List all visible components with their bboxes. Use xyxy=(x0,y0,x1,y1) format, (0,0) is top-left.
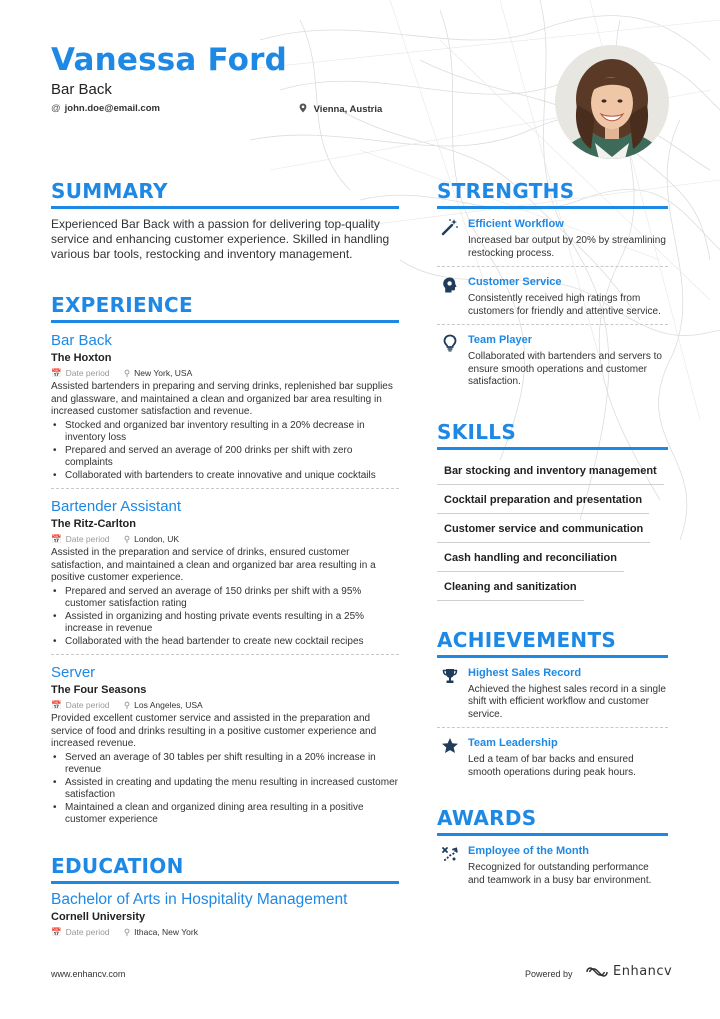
achievement-item xyxy=(437,736,668,785)
job-date: Date period xyxy=(65,700,110,710)
strength-title: Team Player xyxy=(468,334,533,346)
lightbulb-icon xyxy=(441,334,459,352)
summary-section xyxy=(51,178,399,262)
summary-text: Experienced Bar Back with a passion for delivering top-quality service and enhancing customer experience. Skilled in handling various bar tools, restocking and inventory management. xyxy=(51,217,390,261)
school-name: Cornell University xyxy=(51,910,146,923)
map-pin-icon: ⚲ xyxy=(123,534,131,544)
list-item: • Assisted in organizing and hosting private events resulting in a 25% increase in revenue xyxy=(51,611,399,636)
footer-brand[interactable] xyxy=(585,964,672,979)
education-heading: EDUCATION xyxy=(51,853,399,884)
job-company: The Ritz-Carlton xyxy=(51,518,136,530)
skills-list xyxy=(437,456,668,601)
job-location: Los Angeles, USA xyxy=(134,700,203,710)
calendar-icon: 📅 xyxy=(51,700,62,710)
awards-heading: AWARDS xyxy=(437,805,668,836)
strength-item xyxy=(437,275,668,325)
strengths-heading: STRENGTHS xyxy=(437,178,668,209)
list-item: • Maintained a clean and organized dining area resulting in a positive customer experience xyxy=(51,802,399,827)
education-meta xyxy=(51,925,399,939)
job-description: Provided excellent customer service and assisted in the preparation and service of food and drinks resulting in a positive customer experience and increased revenue. xyxy=(51,713,377,749)
footer-brand-name: Enhancv xyxy=(613,964,673,979)
strength-text: Collaborated with bartenders and servers to ensure smooth operations and customer satisfaction. xyxy=(468,351,662,387)
footer-site-link[interactable]: www.enhancv.com xyxy=(51,969,126,979)
list-item: • Prepared and served an average of 150 drinks per shift with a 95% customer satisfaction rating xyxy=(51,586,399,611)
job-bullets xyxy=(51,752,399,827)
job-entry xyxy=(51,497,399,655)
job-meta xyxy=(51,698,399,712)
achievement-title: Team Leadership xyxy=(468,737,558,749)
achievements-heading: ACHIEVEMENTS xyxy=(437,627,668,658)
job-description: Assisted bartenders in preparing and serving drinks, replenished bar supplies and glassware, and maintained a clean and organized bar area resulting in increased customer satisfaction and revenue. xyxy=(51,381,393,417)
job-location: London, UK xyxy=(134,534,180,544)
job-entry xyxy=(51,331,399,489)
map-pin-icon: ⚲ xyxy=(123,700,131,710)
list-item: • Prepared and served an average of 200 drinks per shift with zero complaints xyxy=(51,445,399,470)
education-entry xyxy=(51,890,399,946)
job-title: Server xyxy=(51,664,96,681)
resume-header xyxy=(51,40,411,115)
star-icon xyxy=(441,737,459,755)
strength-item xyxy=(437,333,668,395)
strength-title: Efficient Workflow xyxy=(468,218,564,230)
strengths-section xyxy=(437,178,668,395)
enhancv-logo-icon xyxy=(585,965,609,979)
list-item: • Collaborated with the head bartender to create new cocktail recipes xyxy=(51,636,399,649)
job-bullets xyxy=(51,420,399,483)
trophy-icon xyxy=(441,667,459,685)
job-title: Bartender Assistant xyxy=(51,498,182,515)
list-item: • Collaborated with bartenders to create innovative and unique cocktails xyxy=(51,470,399,483)
contact-email[interactable] xyxy=(51,103,160,114)
candidate-role: Bar Back xyxy=(51,81,112,98)
right-column xyxy=(437,178,668,893)
degree-title: Bachelor of Arts in Hospitality Management xyxy=(51,890,348,908)
job-entry xyxy=(51,663,399,833)
location-text: Vienna, Austria xyxy=(313,104,383,115)
strength-text: Increased bar output by 20% by streamlining restocking process. xyxy=(468,235,666,259)
education-section xyxy=(51,853,399,946)
experience-section xyxy=(51,292,399,833)
at-icon: @ xyxy=(51,103,61,114)
skill-tag: Cash handling and reconciliation xyxy=(437,543,624,572)
skills-section xyxy=(437,419,668,601)
education-location: Ithaca, New York xyxy=(134,926,198,937)
strength-title: Customer Service xyxy=(468,276,562,288)
award-text: Recognized for outstanding performance and teamwork in a busy bar environment. xyxy=(468,862,652,886)
award-title: Employee of the Month xyxy=(468,845,589,857)
job-description: Assisted in the preparation and service of drinks, ensured customer satisfaction, and maintained a clean and organized bar area resulting in a positive customer experience. xyxy=(51,547,376,583)
job-meta xyxy=(51,366,399,380)
job-company: The Hoxton xyxy=(51,352,112,364)
strength-item xyxy=(437,217,668,267)
job-bullets xyxy=(51,586,399,649)
skills-heading: SKILLS xyxy=(437,419,668,450)
job-date: Date period xyxy=(65,368,110,378)
awards-section xyxy=(437,805,668,893)
achievement-item xyxy=(437,666,668,729)
map-pin-icon: ⚲ xyxy=(123,926,131,937)
skill-tag: Cleaning and sanitization xyxy=(437,572,584,601)
achievement-text: Achieved the highest sales record in a single shift with efficient workflow and customer service. xyxy=(468,683,666,720)
list-item: • Stocked and organized bar inventory resulting in a 20% decrease in inventory loss xyxy=(51,420,399,445)
calendar-icon: 📅 xyxy=(51,368,62,378)
map-pin-icon: ⚲ xyxy=(123,368,131,378)
magic-wand-icon xyxy=(441,218,459,236)
calendar-icon: 📅 xyxy=(51,534,62,544)
contact-location xyxy=(299,103,382,115)
experience-heading: EXPERIENCE xyxy=(51,292,399,323)
job-meta xyxy=(51,532,399,546)
profile-photo xyxy=(555,45,669,159)
skill-tag: Cocktail preparation and presentation xyxy=(437,485,649,514)
education-date: Date period xyxy=(65,926,110,937)
summary-heading: SUMMARY xyxy=(51,178,399,209)
job-company: The Four Seasons xyxy=(51,684,147,696)
job-location: New York, USA xyxy=(134,368,193,378)
job-date: Date period xyxy=(65,534,110,544)
strategy-arrow-icon xyxy=(441,845,459,863)
skill-tag: Customer service and communication xyxy=(437,514,650,543)
left-column xyxy=(51,178,399,946)
head-brain-icon xyxy=(441,276,459,294)
award-item xyxy=(437,844,668,893)
email-text: john.doe@email.com xyxy=(64,103,160,114)
achievement-text: Led a team of bar backs and ensured smooth operations during peak hours. xyxy=(468,754,636,778)
job-title: Bar Back xyxy=(51,332,112,349)
footer-powered-by: Powered by xyxy=(525,969,573,979)
list-item: • Assisted in creating and updating the menu resulting in increased customer satisfaction xyxy=(51,777,399,802)
strength-text: Consistently received high ratings from customers for friendly and attentive service. xyxy=(468,293,661,317)
candidate-name: Vanessa Ford xyxy=(51,42,288,78)
skill-tag: Bar stocking and inventory management xyxy=(437,456,664,485)
achievement-title: Highest Sales Record xyxy=(468,666,582,679)
calendar-icon: 📅 xyxy=(51,926,62,937)
achievements-section xyxy=(437,627,668,786)
list-item: • Served an average of 30 tables per shift resulting in a 20% increase in revenue xyxy=(51,752,399,777)
map-pin-icon xyxy=(299,104,310,115)
